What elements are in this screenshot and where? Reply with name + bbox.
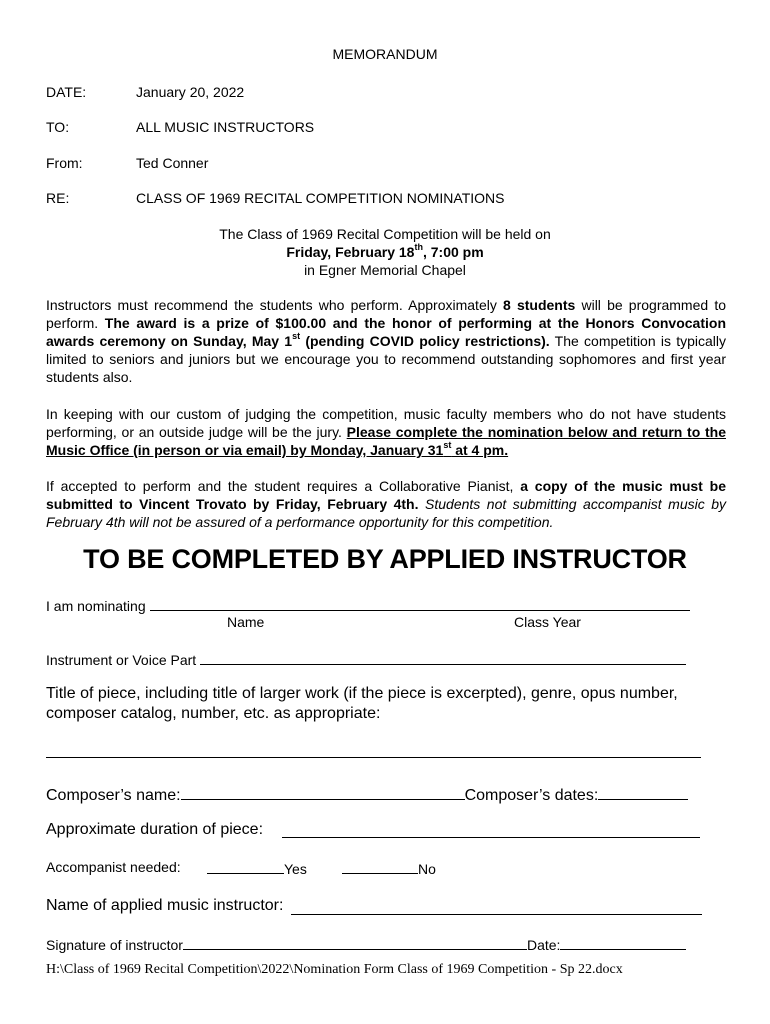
signature-label: Signature of instructor (46, 937, 183, 953)
para1-text-1: Instructors must recommend the students who perform. Approximately (46, 297, 504, 313)
para2-text-1: In keeping with our custom of judging the competition, music faculty members who do not have students performing, or an outside judge will be the jury. (46, 406, 726, 440)
paragraph-accompanist (46, 477, 726, 531)
form-heading: TO BE COMPLETED BY APPLIED INSTRUCTOR (83, 544, 687, 574)
title-piece-field[interactable] (46, 756, 701, 758)
para1-sup: st (292, 331, 301, 342)
composer-name-field[interactable] (181, 783, 465, 800)
date-value: January 20, 2022 (136, 84, 245, 100)
from-value: Ted Conner (136, 155, 209, 171)
paragraph-judging (46, 405, 726, 459)
duration-label: Approximate duration of piece: (46, 821, 264, 838)
composer-dates-field[interactable] (598, 783, 688, 800)
composer-row (46, 783, 688, 805)
to-label: TO: (46, 119, 70, 135)
date-label: DATE: (46, 84, 87, 100)
accompanist-yes-row (207, 859, 307, 877)
accompanist-no-field[interactable] (342, 859, 418, 874)
instrument-field[interactable] (200, 650, 686, 665)
event-line-3: in Egner Memorial Chapel (304, 262, 466, 278)
para1-text-2: will be programmed to perform. (46, 297, 727, 331)
instrument-row (46, 650, 686, 668)
duration-row (46, 821, 263, 839)
re-label: RE: (46, 190, 70, 206)
date-field[interactable] (560, 935, 686, 950)
event-date: Friday, February 18 (286, 244, 415, 260)
instrument-label: Instrument or Voice Part (46, 652, 197, 668)
duration-field[interactable] (282, 836, 700, 838)
para2-underlined-1: Please complete the nomination below and return to the Music Office (in person or via email) by Monday, January 31 (46, 424, 726, 458)
signature-row (46, 935, 686, 953)
memo-title: MEMORANDUM (332, 46, 438, 62)
instructor-name-field[interactable] (291, 913, 702, 915)
to-value: ALL MUSIC INSTRUCTORS (136, 119, 315, 135)
instructor-name-row (46, 897, 283, 915)
nominating-row (46, 596, 690, 614)
para3-italic-1: Students not submitting accompanist music by February 4th will not be assured of a performance opportunity for this competition. (46, 496, 726, 530)
re-value: CLASS OF 1969 RECITAL COMPETITION NOMINATIONS (136, 190, 505, 206)
para2-underlined-2: at 4 pm. (451, 442, 509, 458)
signature-field[interactable] (183, 935, 527, 950)
para1-bold-1: 8 students (503, 297, 576, 313)
footer-file-path: H:\Class of 1969 Recital Competition\2022\Nomination Form Class of 1969 Competition - Sp 22.docx (46, 962, 623, 977)
event-time: , 7:00 pm (422, 244, 484, 260)
accompanist-label: Accompanist needed: (46, 859, 181, 875)
no-label: No (418, 861, 436, 877)
para1-bold-2: The award is a prize of $100.00 and the honor of performing at the Honors Convocation awards ceremony on Sunday, May 1 (46, 315, 727, 349)
nominating-label: I am nominating (46, 598, 146, 614)
accompanist-no-row (342, 859, 436, 877)
composer-dates-label: Composer’s dates: (464, 787, 599, 804)
para1-bold-3: (pending COVID policy restrictions). (300, 333, 550, 349)
event-line-1: The Class of 1969 Recital Competition will be held on (219, 226, 551, 242)
yes-label: Yes (284, 861, 307, 877)
instructor-name-label: Name of applied music instructor: (46, 897, 284, 914)
composer-name-label: Composer’s name: (46, 787, 181, 804)
name-caption: Name (227, 614, 265, 630)
title-piece-label: Title of piece, including title of larger work (if the piece is excerpted), genre, opus number, composer catalog, number, etc. as appropriate: (46, 685, 678, 722)
nominee-field[interactable] (150, 596, 690, 611)
accompanist-yes-field[interactable] (207, 859, 284, 874)
date-field-label: Date: (526, 937, 561, 953)
paragraph-instructions (46, 296, 726, 386)
from-label: From: (46, 155, 83, 171)
para1-text-3: The competition is typically limited to seniors and juniors but we encourage you to recommend outstanding sophomores and first year students also. (46, 333, 726, 385)
para2-sup: st (443, 440, 452, 451)
para3-bold-1: a copy of the music must be submitted to Vincent Trovato by Friday, February 4th. (46, 478, 726, 512)
class-year-caption: Class Year (514, 614, 581, 630)
para3-text-1: If accepted to perform and the student requires a Collaborative Pianist, (46, 478, 521, 494)
event-date-suffix: th (414, 242, 423, 253)
event-line-2 (0, 244, 770, 260)
